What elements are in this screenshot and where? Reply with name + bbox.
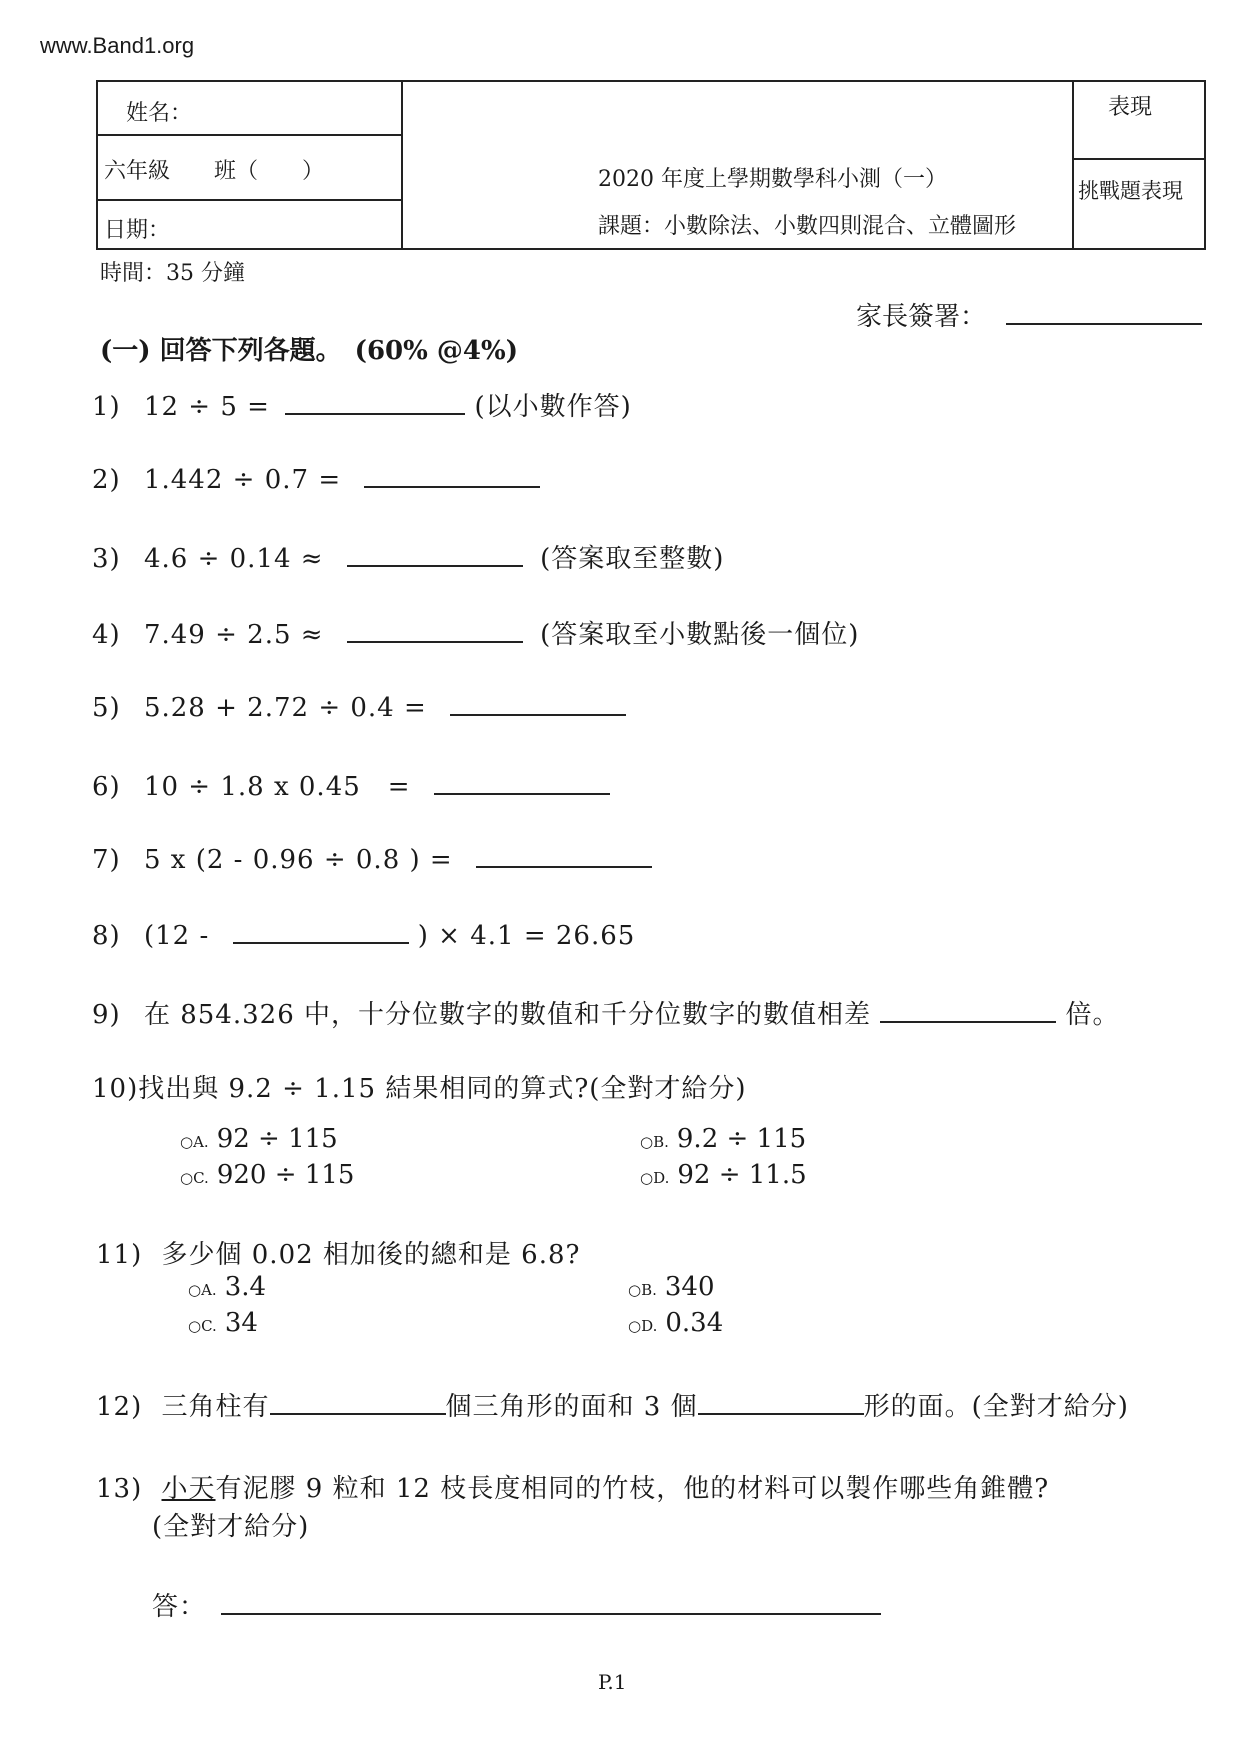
q12-answer-blank-1[interactable] bbox=[270, 1389, 446, 1415]
section-title: (一) 回答下列各題。 (60% @4%) bbox=[100, 336, 518, 366]
q2-answer-blank[interactable] bbox=[364, 462, 540, 488]
parent-sign-line[interactable] bbox=[1006, 299, 1202, 325]
question-3 bbox=[92, 538, 724, 575]
parent-signature bbox=[856, 296, 1202, 333]
q8-prefix: (12 - bbox=[143, 921, 210, 951]
q13-answer bbox=[152, 1586, 881, 1623]
q8-answer-blank[interactable] bbox=[233, 918, 409, 944]
q10-option-c-mark: ○C. bbox=[180, 1169, 209, 1187]
q3-answer-blank[interactable] bbox=[347, 541, 523, 567]
question-4 bbox=[92, 614, 859, 651]
q13-answer-blank[interactable] bbox=[221, 1589, 881, 1615]
q2-expression: 1.442 ÷ 0.7 = bbox=[143, 465, 342, 495]
q5-number: 5) bbox=[92, 693, 121, 723]
question-7 bbox=[92, 842, 652, 875]
question-6 bbox=[92, 766, 610, 803]
challenge-label: 挑戰題表現 bbox=[1078, 179, 1183, 203]
q10-option-a-mark: ○A. bbox=[180, 1133, 209, 1151]
question-5 bbox=[92, 690, 626, 723]
q4-expression: 7.49 ÷ 2.5 ≈ bbox=[143, 620, 324, 650]
q12-text-1: 三角柱有 bbox=[161, 1392, 270, 1422]
q10-option-b-value: 9.2 ÷ 115 bbox=[676, 1124, 807, 1154]
q1-answer-blank[interactable] bbox=[285, 389, 465, 415]
question-11 bbox=[96, 1234, 580, 1271]
q13-note: (全對才給分) bbox=[152, 1512, 310, 1542]
question-1 bbox=[92, 386, 632, 423]
q7-answer-blank[interactable] bbox=[476, 842, 652, 868]
q10-option-a[interactable] bbox=[180, 1124, 338, 1154]
q12-answer-blank-2[interactable] bbox=[698, 1389, 864, 1415]
question-9 bbox=[92, 994, 1120, 1031]
q12-text-3: 形的面。(全對才給分) bbox=[863, 1392, 1129, 1422]
q3-number: 3) bbox=[92, 544, 121, 574]
q7-expression: 5 x (2 - 0.96 ÷ 0.8 ) = bbox=[143, 845, 453, 875]
q11-option-c[interactable] bbox=[188, 1308, 258, 1338]
q10-option-d-value: 92 ÷ 11.5 bbox=[677, 1160, 807, 1190]
q4-number: 4) bbox=[92, 620, 121, 650]
q10-option-d[interactable] bbox=[640, 1160, 807, 1190]
time-note: 時間：35 分鐘 bbox=[100, 261, 245, 286]
q8-number: 8) bbox=[92, 921, 121, 951]
q13-person-name: 小天 bbox=[161, 1474, 216, 1504]
q13-number: 13) bbox=[96, 1474, 143, 1504]
performance-box bbox=[1072, 82, 1204, 248]
q10-option-b[interactable] bbox=[640, 1124, 806, 1154]
q12-text-2: 個三角形的面和 3 個 bbox=[445, 1392, 698, 1422]
name-label: 姓名： bbox=[126, 101, 193, 126]
q9-suffix: 倍。 bbox=[1065, 1000, 1120, 1030]
q9-text: 在 854.326 中，十分位數字的數值和千分位數字的數值相差 bbox=[143, 1000, 871, 1030]
q6-answer-blank[interactable] bbox=[434, 769, 610, 795]
q10-number: 10) bbox=[92, 1074, 139, 1104]
q1-expression: 12 ÷ 5 = bbox=[143, 392, 270, 422]
q3-note: (答案取至整數) bbox=[540, 544, 725, 574]
q11-option-d-mark: ○D. bbox=[628, 1317, 658, 1335]
q10-option-c[interactable] bbox=[180, 1160, 354, 1190]
q12-number: 12) bbox=[96, 1392, 143, 1422]
q5-expression: 5.28 + 2.72 ÷ 0.4 = bbox=[143, 693, 427, 723]
q11-option-a-value: 3.4 bbox=[224, 1272, 267, 1302]
question-13 bbox=[96, 1468, 1049, 1505]
q11-option-a-mark: ○A. bbox=[188, 1281, 217, 1299]
q11-option-b-mark: ○B. bbox=[628, 1281, 657, 1299]
question-8 bbox=[92, 918, 635, 951]
class-label: 六年級 班（ ） bbox=[104, 159, 325, 184]
question-2 bbox=[92, 462, 540, 495]
q11-number: 11) bbox=[96, 1240, 143, 1270]
q4-note: (答案取至小數點後一個位) bbox=[540, 620, 860, 650]
q9-number: 9) bbox=[92, 1000, 121, 1030]
q10-option-a-value: 92 ÷ 115 bbox=[216, 1124, 338, 1154]
date-label: 日期： bbox=[104, 218, 171, 243]
q13-answer-label: 答： bbox=[152, 1592, 207, 1622]
q11-option-b[interactable] bbox=[628, 1272, 715, 1302]
q11-option-d[interactable] bbox=[628, 1308, 723, 1338]
question-10 bbox=[92, 1068, 747, 1105]
q11-option-c-mark: ○C. bbox=[188, 1317, 217, 1335]
q6-expression: 10 ÷ 1.8 x 0.45 = bbox=[143, 772, 411, 802]
q10-option-c-value: 920 ÷ 115 bbox=[216, 1160, 355, 1190]
q11-text: 多少個 0.02 相加後的總和是 6.8? bbox=[161, 1240, 581, 1270]
parent-sign-label: 家長簽署： bbox=[856, 302, 987, 332]
q9-answer-blank[interactable] bbox=[880, 997, 1056, 1023]
q10-text: 找出與 9.2 ÷ 1.15 結果相同的算式?(全對才給分) bbox=[138, 1074, 747, 1104]
q2-number: 2) bbox=[92, 465, 121, 495]
header-table bbox=[96, 80, 1206, 250]
quiz-topic: 課題：小數除法、小數四則混合、立體圖形 bbox=[598, 214, 1017, 239]
q11-option-b-value: 340 bbox=[664, 1272, 715, 1302]
site-watermark: www.Band1.org bbox=[40, 33, 195, 58]
q11-option-c-value: 34 bbox=[224, 1308, 258, 1338]
q6-number: 6) bbox=[92, 772, 121, 802]
q8-suffix: ) × 4.1 = 26.65 bbox=[417, 921, 636, 951]
q1-note: (以小數作答) bbox=[474, 392, 632, 422]
q3-expression: 4.6 ÷ 0.14 ≈ bbox=[143, 544, 324, 574]
question-12 bbox=[96, 1386, 1129, 1423]
page-number: P.1 bbox=[598, 1670, 627, 1694]
q11-option-d-value: 0.34 bbox=[665, 1308, 724, 1338]
q5-answer-blank[interactable] bbox=[450, 690, 626, 716]
quiz-title: 2020 年度上學期數學科小測（一） bbox=[598, 167, 947, 192]
q4-answer-blank[interactable] bbox=[347, 617, 523, 643]
q10-option-b-mark: ○B. bbox=[640, 1133, 669, 1151]
q1-number: 1) bbox=[92, 392, 121, 422]
q7-number: 7) bbox=[92, 845, 121, 875]
q10-option-d-mark: ○D. bbox=[640, 1169, 670, 1187]
q13-text: 有泥膠 9 粒和 12 枝長度相同的竹枝，他的材料可以製作哪些角錐體? bbox=[215, 1474, 1050, 1504]
student-info bbox=[98, 82, 403, 248]
q11-option-a[interactable] bbox=[188, 1272, 266, 1302]
performance-label: 表現 bbox=[1108, 95, 1153, 120]
